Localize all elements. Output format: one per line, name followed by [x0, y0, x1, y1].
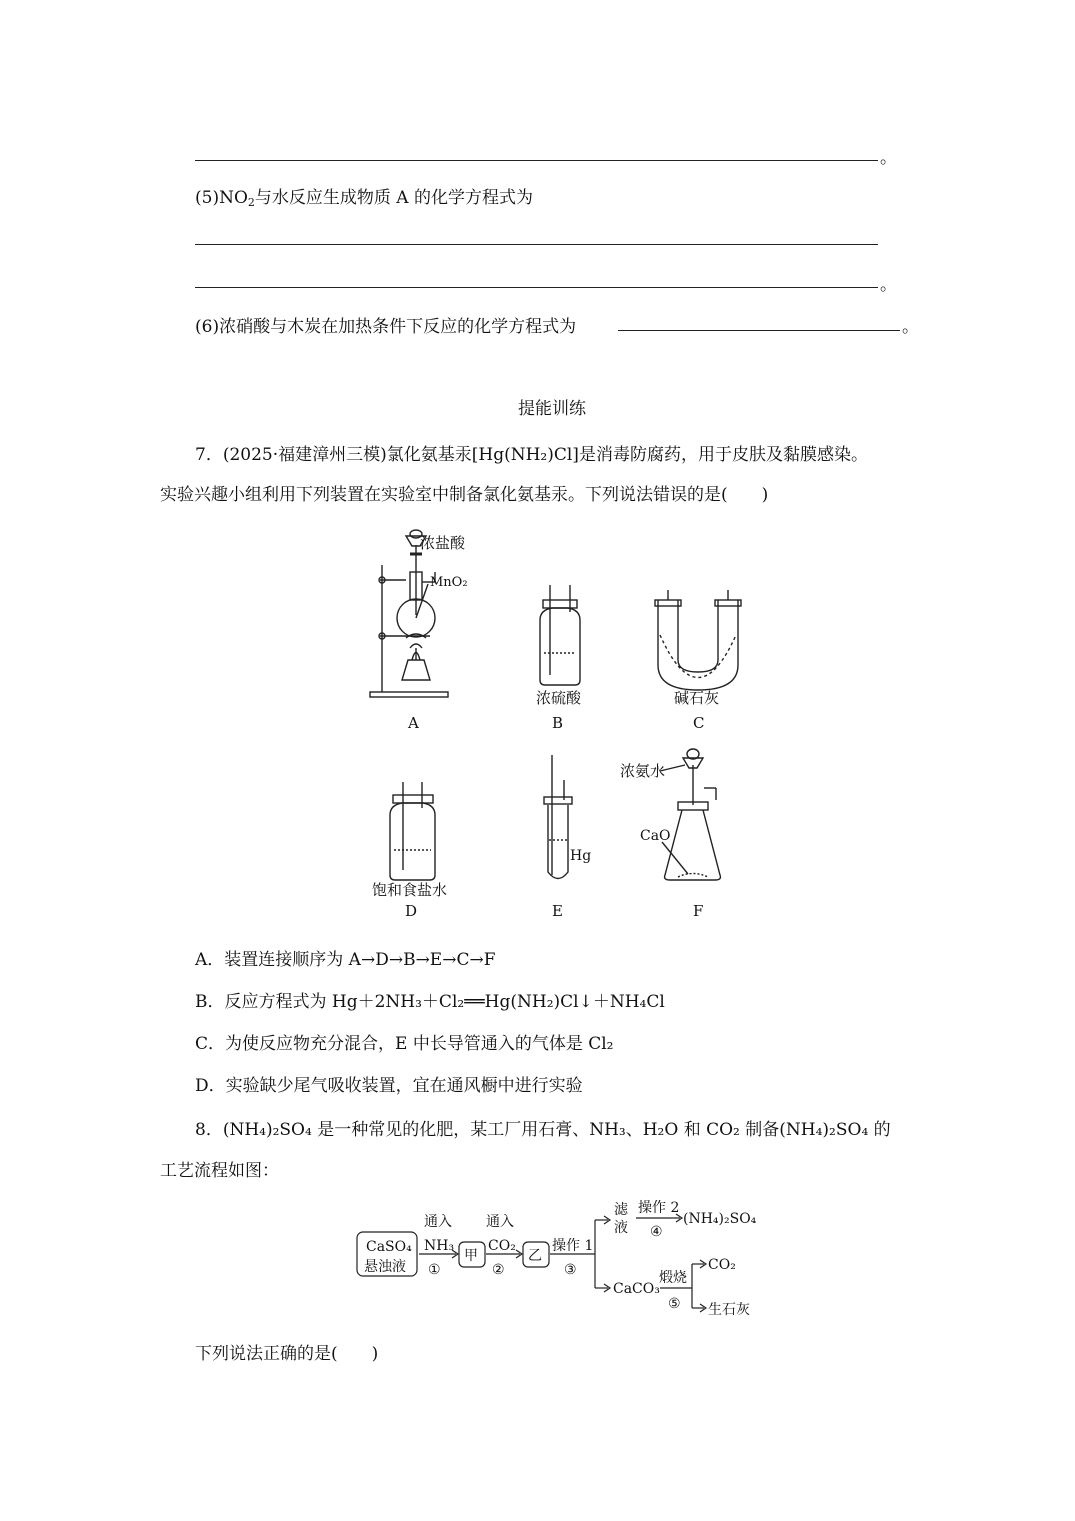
step2-top: 通入	[486, 1214, 514, 1230]
q7-line1: 7．(2025·福建漳州三模)氯化氨基汞[Hg(NH₂)Cl]是消毒防腐药，用于皮肤及黏膜感染。	[195, 445, 868, 465]
label-hcl: 浓盐酸	[420, 534, 466, 552]
label-hg: Hg	[570, 848, 592, 864]
co2-label: CO₂	[708, 1257, 736, 1273]
label-h2so4: 浓硫酸	[536, 689, 582, 707]
apparatus-C	[655, 590, 741, 732]
lime-label: 生石灰	[708, 1302, 750, 1318]
label-ammonia: 浓氨水	[620, 762, 666, 780]
step4-top: 操作 2	[638, 1200, 680, 1216]
step1-mid: NH₃	[424, 1238, 455, 1254]
apparatus-figure	[360, 520, 760, 925]
step5-top: 煅烧	[659, 1270, 687, 1286]
start-label2: 悬浊液	[364, 1259, 406, 1275]
option-A: A．装置连接顺序为 A→D→B→E→C→F	[195, 950, 496, 970]
option-D: D．实验缺少尾气吸收装置，宜在通风橱中进行实验	[195, 1076, 583, 1096]
apparatus-B	[536, 585, 582, 732]
step5-num: ⑤	[668, 1296, 681, 1312]
caco3-label: CaCO₃	[613, 1281, 660, 1297]
process-flow-diagram	[352, 1198, 772, 1323]
label-brine: 饱和食盐水	[372, 881, 448, 899]
step3-top: 操作 1	[552, 1238, 594, 1254]
letter-E: E	[552, 902, 563, 920]
q7-line2: 实验兴趣小组利用下列装置在实验室中制备氯化氨基汞。下列说法错误的是( )	[160, 485, 769, 505]
q5-text	[195, 183, 533, 208]
step1-top: 通入	[424, 1214, 452, 1230]
option-B: B．反应方程式为 Hg＋2NH₃＋Cl₂══Hg(NH₂)Cl↓＋NH₄Cl	[195, 992, 665, 1012]
q5-sub: 2	[247, 196, 255, 209]
answer-line	[195, 244, 878, 245]
apparatus-D	[372, 782, 447, 920]
option-C: C．为使反应物充分混合，E 中长导管通入的气体是 Cl₂	[195, 1034, 614, 1054]
start-label1: CaSO₄	[366, 1239, 412, 1255]
yi-label: 乙	[528, 1248, 542, 1264]
apparatus-A	[370, 530, 468, 732]
q5-suffix: 与水反应生成物质 A 的化学方程式为	[254, 188, 533, 208]
jia-label: 甲	[464, 1248, 478, 1264]
apparatus-E	[544, 755, 591, 920]
q8-line2: 工艺流程如图：	[160, 1161, 279, 1181]
answer-line	[195, 160, 878, 161]
apparatus-F	[620, 749, 720, 920]
step2-num: ②	[492, 1262, 505, 1278]
step4-num: ④	[650, 1224, 663, 1240]
q5-prefix: (5)NO	[195, 188, 248, 208]
q6-end-mark: 。	[902, 317, 919, 337]
answer-line	[618, 330, 900, 331]
letter-C: C	[693, 714, 705, 732]
letter-F: F	[693, 902, 704, 920]
letter-D: D	[405, 902, 418, 920]
label-mno2: MnO₂	[430, 575, 468, 590]
answer-line	[195, 287, 878, 288]
product-label: (NH₄)₂SO₄	[683, 1211, 757, 1227]
step2-mid: CO₂	[488, 1238, 516, 1254]
q8-question: 下列说法正确的是( )	[195, 1344, 379, 1364]
filtrate-1: 滤	[614, 1202, 628, 1218]
letter-A: A	[408, 714, 419, 732]
label-soda-lime: 碱石灰	[674, 689, 720, 707]
section-title: 提能训练	[518, 399, 586, 419]
filtrate-2: 液	[614, 1220, 628, 1236]
step3-num: ③	[564, 1262, 577, 1278]
q5-end-mark: 。	[880, 275, 897, 295]
q4-end-mark: 。	[880, 148, 897, 168]
step1-num: ①	[428, 1262, 441, 1278]
label-cao: CaO	[640, 828, 671, 844]
letter-B: B	[552, 714, 564, 732]
q6-text: (6)浓硝酸与木炭在加热条件下反应的化学方程式为	[195, 317, 577, 337]
q8-line1: 8．(NH₄)₂SO₄ 是一种常见的化肥，某工厂用石膏、NH₃、H₂O 和 CO₂ 制备(NH₄)₂SO₄ 的	[195, 1120, 891, 1140]
